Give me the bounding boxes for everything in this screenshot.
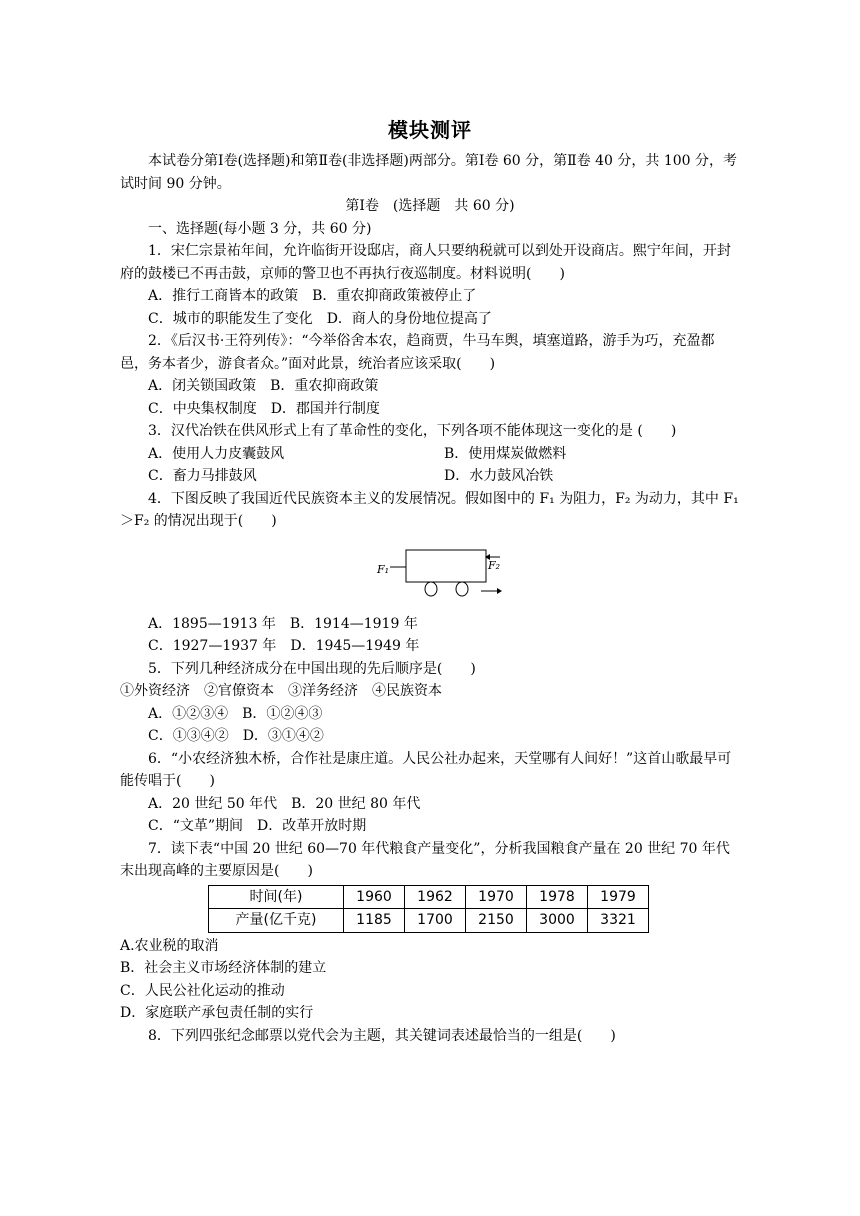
question-5-items: ①外资经济 ②官僚资本 ③洋务经济 ④民族资本 bbox=[120, 683, 442, 699]
f2-label: F₂ bbox=[488, 558, 501, 572]
f1-label: F₁ bbox=[377, 562, 390, 576]
question-7-option-b: B．社会主义市场经济体制的建立 bbox=[120, 960, 327, 976]
table-cell: 1185 bbox=[344, 909, 405, 933]
question-4-options-ab: A．1895—1913 年 B．1914—1919 年 bbox=[148, 615, 418, 632]
question-5-stem: 5．下列几种经济成分在中国出现的先后顺序是( ) bbox=[148, 660, 476, 677]
question-7-option-d: D．家庭联产承包责任制的实行 bbox=[120, 1005, 314, 1021]
question-3-options-row1 bbox=[120, 443, 740, 466]
question-1-stem: 1．宋仁宗景祐年间，允许临街开设邸店，商人只要纳税就可以到处开设商店。熙宁年间，开封府的鼓楼已不再击鼓，京师的警卫也不再执行夜巡制度。材料说明( ) bbox=[120, 243, 731, 282]
motion-arrowhead-icon bbox=[497, 588, 502, 594]
table-header-cell: 产量(亿千克) bbox=[209, 909, 344, 933]
question-3-option-b: B．使用煤炭做燃料 bbox=[444, 445, 567, 462]
question-7-stem: 7．读下表“中国 20 世纪 60—70 年代粮食产量变化”，分析我国粮食产量在 20 世纪 70 年代末出现高峰的主要原因是( ) bbox=[120, 840, 730, 879]
question-5-options-cd: C．①③④② D．③①④② bbox=[148, 728, 324, 744]
table-cell: 3000 bbox=[527, 909, 588, 933]
table-row bbox=[209, 909, 649, 933]
question-8-stem: 8．下列四张纪念邮票以党代会为主题，其关键词表述最恰当的一组是( ) bbox=[148, 1027, 616, 1044]
question-6-options-ab: A．20 世纪 50 年代 B．20 世纪 80 年代 bbox=[148, 795, 421, 812]
question-3-option-a: A．使用人力皮囊鼓风 bbox=[148, 445, 285, 462]
question-4-options-cd: C．1927—1937 年 D．1945—1949 年 bbox=[148, 638, 420, 654]
exam-intro: 本试卷分第Ⅰ卷(选择题)和第Ⅱ卷(非选择题)两部分。第Ⅰ卷 60 分，第Ⅱ卷 40 分，共 100 分，考试时间 90 分钟。 bbox=[120, 153, 737, 192]
table-cell: 1700 bbox=[405, 909, 466, 933]
table-cell: 2150 bbox=[466, 909, 527, 933]
table-cell: 1960 bbox=[344, 885, 405, 909]
part1-heading: 第Ⅰ卷 (选择题 共 60 分) bbox=[345, 198, 515, 214]
section1-heading: 一、选择题(每小题 3 分，共 60 分) bbox=[148, 220, 372, 237]
question-1-options-cd: C．城市的职能发生了变化 D．商人的身份地位提高了 bbox=[148, 310, 492, 327]
table-header-cell: 时间(年) bbox=[209, 885, 344, 909]
question-3-stem: 3．汉代冶铁在供风形式上有了革命性的变化，下列各项不能体现这一变化的是 ( ) bbox=[148, 423, 677, 439]
question-2-stem: 2．《后汉书·王符列传》：“今举俗舍本农，趋商贾，牛马车舆，填塞道路，游手为巧，充盈都邑，务本者少，游食者众。”面对此景，统治者应该采取( ) bbox=[120, 333, 715, 372]
question-4-stem: 4．下图反映了我国近代民族资本主义的发展情况。假如图中的 F₁ 为阻力，F₂ 为动力，其中 F₁＞F₂ 的情况出现于( ) bbox=[120, 490, 739, 529]
question-7-option-c: C．人民公社化运动的推动 bbox=[120, 982, 285, 999]
cart-wheel-right bbox=[456, 582, 468, 596]
table-cell: 1979 bbox=[588, 885, 649, 909]
question-3-option-c: C．畜力马排鼓风 bbox=[148, 468, 257, 484]
cart-wheel-left bbox=[425, 582, 437, 596]
question-2-options-cd: C．中央集权制度 D．郡国并行制度 bbox=[148, 400, 380, 417]
table-cell: 1978 bbox=[527, 885, 588, 909]
grain-yield-table bbox=[208, 885, 649, 933]
question-6-options-cd: C．“文革”期间 D．改革开放时期 bbox=[148, 818, 367, 834]
cart-diagram bbox=[376, 539, 506, 599]
exam-content bbox=[120, 150, 740, 1047]
cart-body bbox=[406, 550, 486, 582]
table-cell: 1970 bbox=[466, 885, 527, 909]
question-1-options-ab: A．推行工商皆本的政策 B．重农抑商政策被停止了 bbox=[148, 288, 477, 304]
question-3-options-row2 bbox=[120, 465, 740, 488]
question-7-option-a: A.农业税的取消 bbox=[120, 937, 219, 954]
table-row bbox=[209, 885, 649, 909]
question-5-options-ab: A．①②③④ B．①②④③ bbox=[148, 705, 323, 722]
force-cart-figure bbox=[120, 535, 740, 613]
question-2-options-ab: A．闭关锁国政策 B．重农抑商政策 bbox=[148, 378, 379, 394]
table-cell: 1962 bbox=[405, 885, 466, 909]
table-cell: 3321 bbox=[588, 909, 649, 933]
question-6-stem: 6．“小农经济独木桥，合作社是康庄道。人民公社办起来，天堂哪有人间好！”这首山歌最早可能传唱于( ) bbox=[120, 750, 732, 789]
question-3-option-d: D．水力鼓风冶铁 bbox=[444, 468, 554, 484]
page-title: 模块测评 bbox=[388, 118, 472, 142]
